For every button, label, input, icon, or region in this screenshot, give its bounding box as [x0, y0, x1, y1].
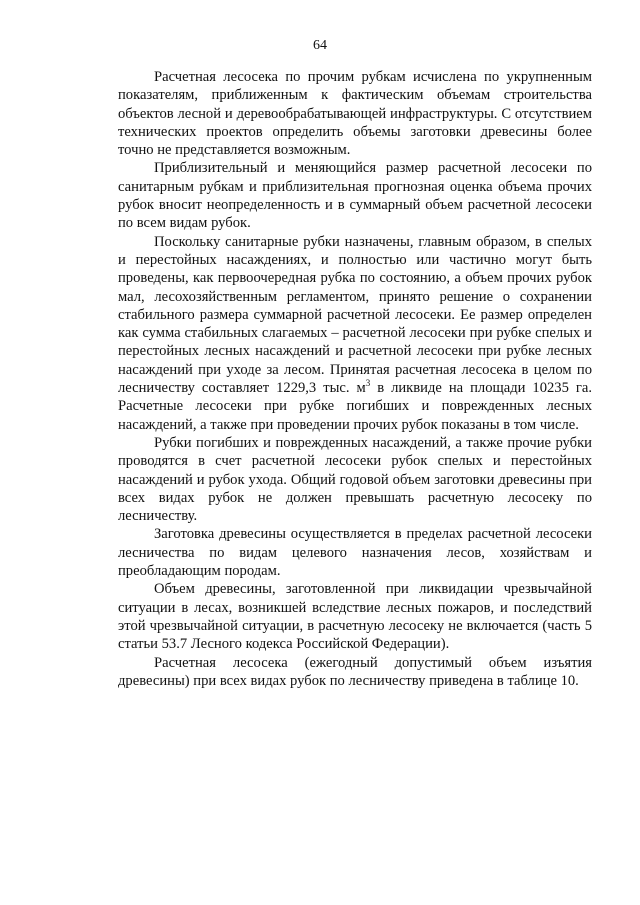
paragraph-estimated-cutting-other: Расчетная лесосека по прочим рубкам исчислена по укрупненным показателям, приближенным к фактическим объемам строительства объектов лесной и деревообрабатывающей инфраструктуры. С отсутствием технических проектов определить объемы заготовки древесины более точно не представляется возможным.	[118, 69, 592, 159]
paragraph-table-reference: Расчетная лесосека (ежегодный допустимый объем изъятия древесины) при всех видах рубок по лесничеству приведена в таблице 10.	[118, 654, 592, 689]
paragraph-sanitary-uncertainty: Приблизительный и меняющийся размер расчетной лесосеки по санитарным рубкам и приблизительная прогнозная оценка объема прочих рубок вносит неопределенность и в суммарный объем расчетной лесосеки по всем видам рубок.	[118, 160, 592, 232]
paragraph-emergency-timber: Объем древесины, заготовленной при ликвидации чрезвычайной ситуации в лесах, возникшей вследствие лесных пожаров, и последствий этой чрезвычайной ситуации, в расчетную лесосеку не включается (часть 5 статьи 53.7 Лесного кодекса Российской Федерации).	[118, 581, 592, 653]
paragraph-harvesting-limits: Заготовка древесины осуществляется в пределах расчетной лесосеки лесничества по видам целевого назначения лесов, хозяйствам и преобладающим породам.	[118, 526, 592, 580]
unit-superscript: 3	[365, 378, 371, 389]
paragraph-dead-damaged-cuttings: Рубки погибших и поврежденных насаждений, а также прочие рубки проводятся в счет расчетной лесосеки рубок спелых и перестойных насаждений и рубок ухода. Общий годовой объем заготовки древесины при всех видах рубок не должен превышать расчетную лесосеку по лесничеству.	[118, 434, 592, 525]
paragraph-text-part: Поскольку санитарные рубки назначены, главным образом, в спелых и перестойных насаждениях, и полностью или частично могут быть проведены, как первоочередная рубка по состоянию, а объем прочих рубок мал, лесохозяйственным регламентом, принято решение о сохранении стабильного размера суммарной расчетной лесосеки. Ее размер определен как сумма стабильных слагаемых – расчетной лесосеки при рубке спелых и перестойных лесных насаждений и расчетной лесосеки при рубке лесных насаждений при уходе за лесом. Принятая расчетная лесосека в целом по лесничеству составляет 1229,3 тыс. м	[118, 233, 592, 397]
paragraph-text-part: в ликвиде на площади 10235 га. Расчетные лесосеки при рубке погибших и поврежденных лесных насаждений, а также при проведении прочих рубок показаны в том числе.	[118, 380, 592, 433]
page-number: 64	[313, 38, 327, 53]
paragraph-stable-cutting-volume	[118, 233, 592, 434]
document-body	[118, 68, 592, 690]
